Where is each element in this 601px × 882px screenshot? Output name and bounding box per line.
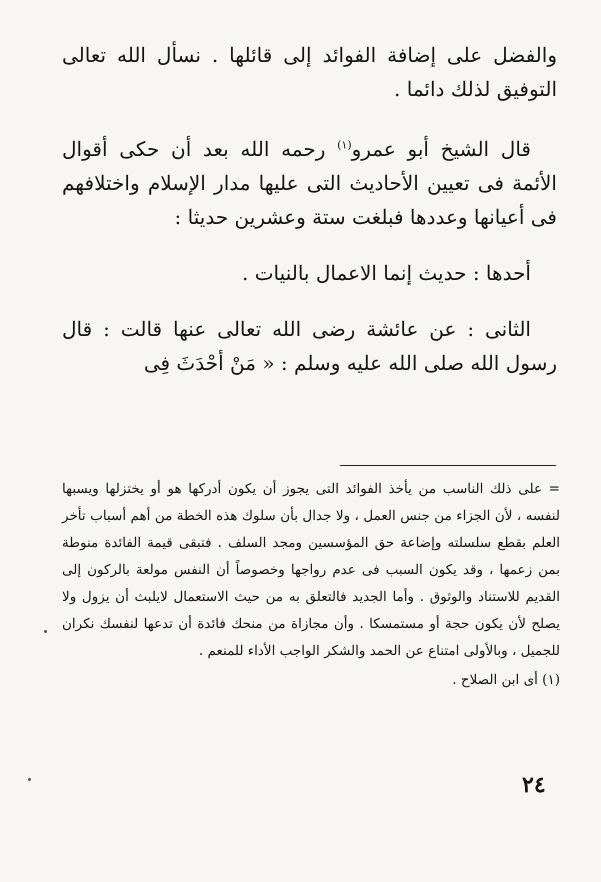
footnote-block	[62, 476, 560, 694]
footnote-continuation: = على ذلك الناسب من يأخذ الفوائد التى يجوز أن يكون أدركها هو أو يختزلها ويسبها لنفسه ، لأن الجزاء من جنس العمل ، ولا جدال بأن سلوك هذه الخطة من أهم أسباب تأخر العلم بقطع سلسلته وإضاعة حق المؤسسين ومجد السلف . فتبقى قيمة الفائدة منوطة بمن زعمها ، وقد يكون السبب فى عدم رواجها وخصوصاً أن النفس مولعة بالركون إلى القديم للاستناد والوثوق . وأما الجديد فالتعلق به من حيث الاستعمال لايلبث أن يزول ولا يصلح لأن يكون حجة أو مستمسكا . وأن مجازاة من منحك فائدة أن تدعها لنفسك نكران للجميل ، وبالأولى امتناع عن الحمد والشكر الواجب الأداء للمنعم .	[62, 481, 560, 659]
page-number: ٢٤	[522, 772, 546, 798]
paragraph-sheikh-quote-start: قال الشيخ أبو عمرو	[351, 137, 531, 161]
scan-speck	[28, 778, 31, 781]
paragraph-sheikh-quote	[62, 132, 557, 234]
footnote-separator	[340, 465, 556, 466]
footnote-reference-1[interactable]: (١)	[337, 138, 352, 152]
footnote-1: (١) أى ابن الصلاح .	[452, 672, 560, 688]
paragraph-sheikh-quote-rest: رحمه الله بعد أن حكى أقوال الأئمة فى تعيين الأحاديث التى عليها مدار الإسلام واختلافهم فى أعيانها وعددها فبلغت ستة وعشرين حديثا :	[62, 137, 557, 229]
scan-speck	[44, 630, 47, 633]
main-text-block	[62, 38, 557, 380]
paragraph-closing: والفضل على إضافة الفوائد إلى قائلها . نسأل الله تعالى التوفيق لذلك دائما .	[62, 43, 557, 101]
hadith-first: أحدها : حديث إنما الاعمال بالنيات .	[242, 261, 531, 285]
hadith-second: الثانى : عن عائشة رضى الله تعالى عنها قالت : قال رسول الله صلى الله عليه وسلم : « مَنْ أحْدَثَ فِى	[62, 317, 557, 375]
